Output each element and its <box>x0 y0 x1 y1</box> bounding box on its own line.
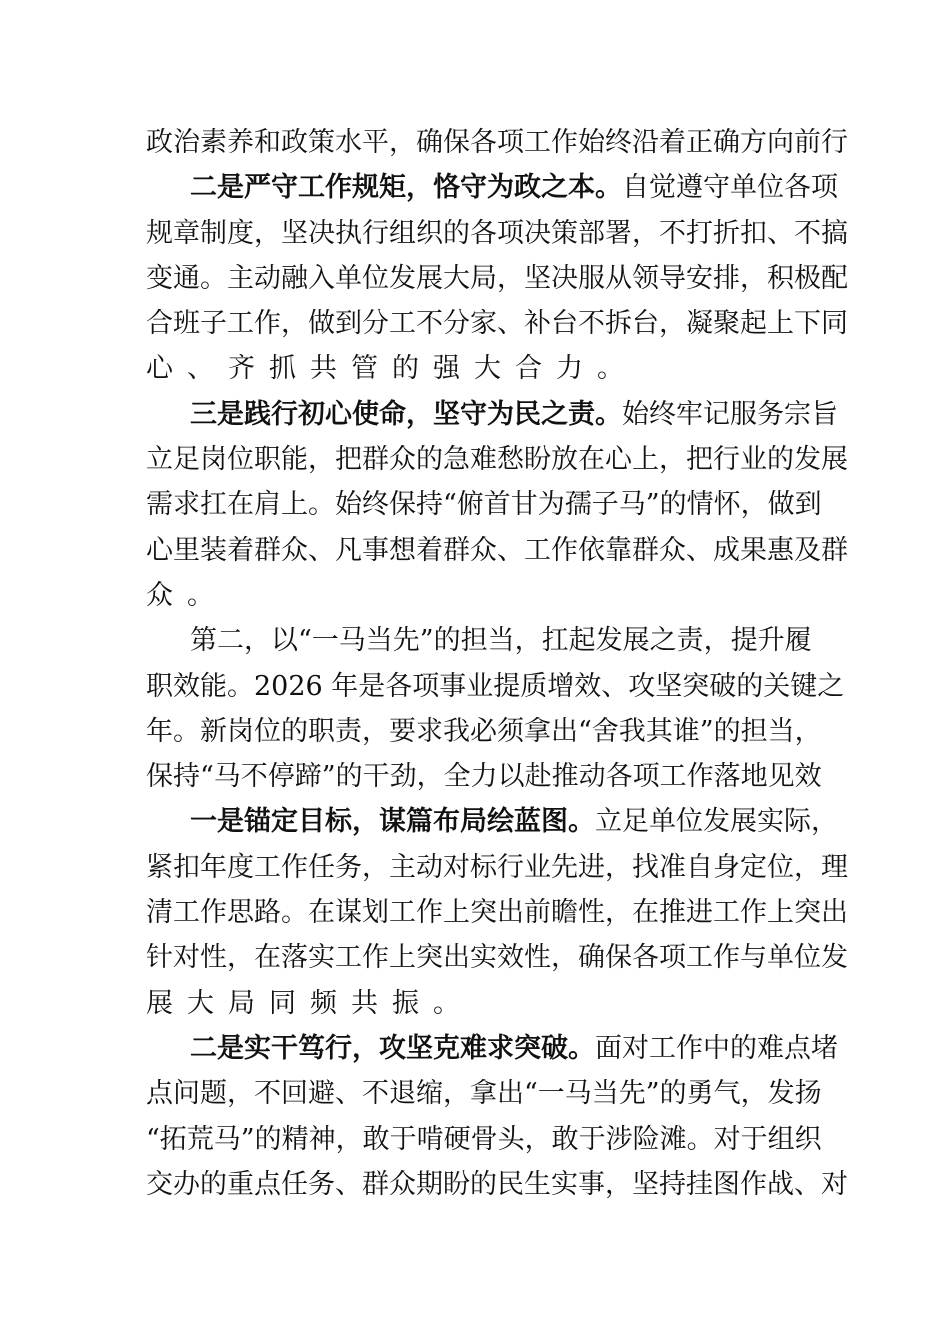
text-line: 紧扣年度工作任务，主动对标行业先进，找准自身定位，理 <box>146 851 848 883</box>
text-line: 众。 <box>146 579 228 611</box>
text-line: 交办的重点任务、群众期盼的民生实事，坚持挂图作战、对 <box>146 1168 848 1200</box>
text-run: 自觉遵守单位各项 <box>622 172 838 204</box>
text-line: 职效能。2026 年是各项事业提质增效、攻坚突破的关键之 <box>146 670 845 702</box>
text-line: 年。新岗位的职责，要求我必须拿出“舍我其谁”的担当， <box>146 715 822 747</box>
section-heading-line: 第二，以“一马当先”的担当，扛起发展之责，提升履 <box>190 625 812 657</box>
text-line: 清工作思路。在谋划工作上突出前瞻性，在推进工作上突出 <box>146 897 848 929</box>
paragraph-heading-line <box>146 392 838 437</box>
text-line: 点问题，不回避、不退缩，拿出“一马当先”的勇气，发扬 <box>146 1078 822 1110</box>
document-page <box>146 120 848 1207</box>
text-line: 立足岗位职能，把群众的急难愁盼放在心上，把行业的发展 <box>146 444 848 476</box>
text-line: 针对性，在落实工作上突出实效性，确保各项工作与单位发 <box>146 942 848 974</box>
text-line: 合班子工作，做到分工不分家、补台不拆台，凝聚起上下同 <box>146 308 848 340</box>
text-line: 政治素养和政策水平，确保各项工作始终沿着正确方向前行 <box>146 127 848 158</box>
text-line: 心、齐抓共管的强大合力。 <box>146 353 638 385</box>
text-line: 变通。主动融入单位发展大局，坚决服从领导安排，积极配 <box>146 262 848 294</box>
bold-lead: 二是严守工作规矩，恪守为政之本。 <box>190 172 622 204</box>
text-line: “拓荒马”的精神，敢于啃硬骨头，敢于涉险滩。对于组织 <box>146 1123 822 1155</box>
text-run: 始终牢记服务宗旨 <box>622 398 838 430</box>
bold-lead: 一是锚定目标，谋篇布局绘蓝图。 <box>190 806 595 838</box>
text-line: 保持“马不停蹄”的干劲，全力以赴推动各项工作落地见效 <box>146 761 822 793</box>
bold-lead: 三是践行初心使命，坚守为民之责。 <box>190 398 622 430</box>
text-run: 立足单位发展实际， <box>595 806 838 838</box>
paragraph-heading-line <box>146 165 838 210</box>
text-run: 面对工作中的难点堵 <box>595 1032 838 1064</box>
paragraph-heading-line <box>146 1026 838 1071</box>
bold-lead: 二是实干笃行，攻坚克难求突破。 <box>190 1032 595 1064</box>
text-line: 心里装着群众、凡事想着群众、工作依靠群众、成果惠及群 <box>146 534 848 566</box>
text-line: 需求扛在肩上。始终保持“俯首甘为孺子马”的情怀，做到 <box>146 489 822 521</box>
text-line: 展大局同频共振。 <box>146 987 474 1019</box>
text-line: 规章制度，坚决执行组织的各项决策部署，不打折扣、不搞 <box>146 217 848 249</box>
paragraph-heading-line <box>146 799 838 844</box>
